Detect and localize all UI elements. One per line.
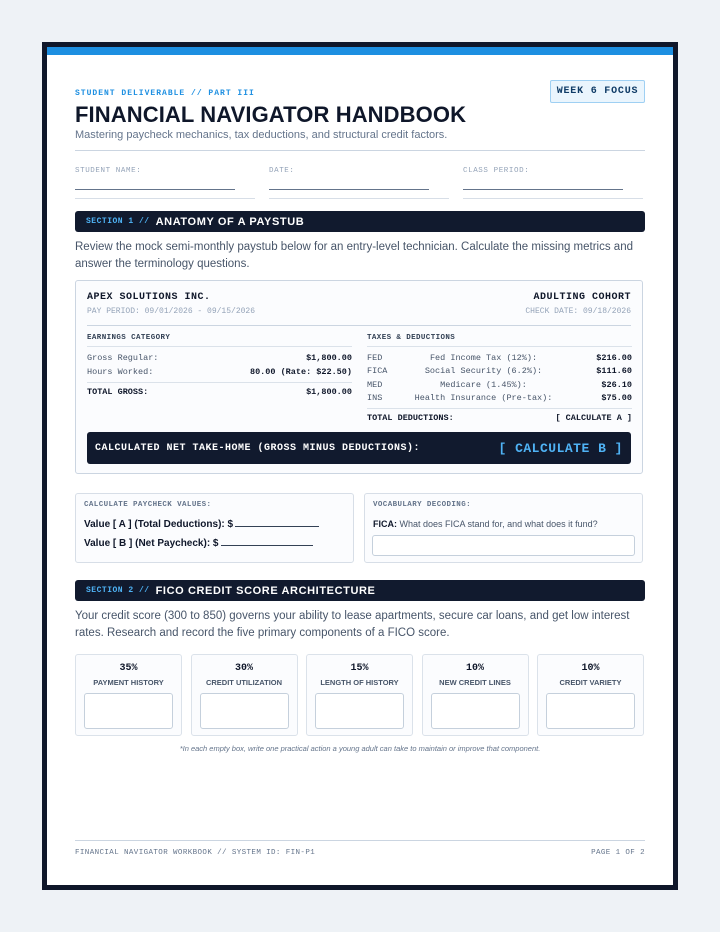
deductions-column: [367, 334, 632, 425]
net-pay-label: CALCULATED NET TAKE-HOME (GROSS MINUS DEDUCTIONS):: [95, 442, 421, 454]
earnings-header: EARNINGS CATEGORY: [87, 334, 171, 342]
accent-bar: [47, 47, 673, 55]
total-deductions-row: [367, 411, 632, 425]
deduction-row: FED Fed Income Tax (12%): $216.00: [367, 352, 632, 363]
credit-factor-card: 15% LENGTH OF HISTORY: [306, 654, 413, 736]
credit-note: *In each empty box, write one practical action a young adult can take to maintain or improve that component.: [179, 744, 541, 753]
kicker-label: STUDENT DELIVERABLE // PART III: [75, 89, 255, 98]
footer-divider: [75, 840, 645, 841]
fica-question: FICA: What does FICA stand for, and what does it fund?: [373, 519, 598, 529]
student-name-label: STUDENT NAME:: [75, 167, 142, 175]
page-subtitle: Mastering paycheck mechanics, tax deductions, and structural credit factors.: [75, 129, 448, 141]
section-2-intro: Your credit score (300 to 850) governs your ability to lease apartments, secure car loans, and get low interest rates. Research and record the five primary components of a FICO score.: [75, 610, 630, 639]
calculate-box: [75, 493, 354, 563]
section-2-number: SECTION 2 //: [86, 586, 150, 595]
value-b-line[interactable]: Value [ B ] (Net Paycheck): $: [84, 538, 313, 549]
earnings-row: Hours Worked: 80.00 (Rate: $22.50): [87, 367, 352, 377]
net-pay-bar: [87, 432, 631, 464]
worksheet-frame: [42, 42, 678, 890]
credit-answer-box[interactable]: [546, 693, 635, 729]
earnings-column: [87, 334, 352, 399]
page-title: FINANCIAL NAVIGATOR HANDBOOK: [75, 102, 467, 127]
calculate-header: CALCULATE PAYCHECK VALUES:: [84, 501, 212, 509]
credit-answer-box[interactable]: [431, 693, 520, 729]
credit-factor-card: 35% PAYMENT HISTORY: [75, 654, 182, 736]
footer-left: FINANCIAL NAVIGATOR WORKBOOK // SYSTEM ID: FIN-P1: [75, 849, 316, 857]
credit-factor-card: 30% CREDIT UTILIZATION: [191, 654, 298, 736]
credit-answer-box[interactable]: [200, 693, 289, 729]
earnings-row: Gross Regular: $1,800.00: [87, 353, 352, 363]
total-gross-value: $1,800.00: [306, 387, 352, 397]
company-name: APEX SOLUTIONS INC.: [87, 292, 211, 303]
date-line[interactable]: [269, 189, 429, 190]
total-gross-row: [87, 385, 352, 399]
deduction-row: INS Health Insurance (Pre-tax): $75.00: [367, 393, 632, 404]
student-name-line[interactable]: [75, 189, 235, 190]
total-deductions-value: [ CALCULATE A ]: [555, 413, 632, 423]
student-name-field[interactable]: [75, 167, 255, 199]
vocabulary-box: [364, 493, 643, 563]
class-period-label: CLASS PERIOD:: [463, 167, 530, 175]
fica-answer-box[interactable]: [372, 535, 635, 556]
credit-answer-box[interactable]: [315, 693, 404, 729]
class-period-line[interactable]: [463, 189, 623, 190]
date-field[interactable]: [269, 167, 449, 199]
total-deductions-label: TOTAL DEDUCTIONS:: [367, 413, 454, 423]
credit-factor-card: 10% CREDIT VARIETY: [537, 654, 644, 736]
credit-answer-box[interactable]: [84, 693, 173, 729]
section-1-header: [75, 211, 645, 232]
check-date: CHECK DATE: 09/18/2026: [525, 307, 631, 316]
class-period-field[interactable]: [463, 167, 643, 199]
section-1-title: ANATOMY OF A PAYSTUB: [155, 215, 305, 228]
paystub: [75, 280, 643, 474]
credit-factor-card: 10% NEW CREDIT LINES: [422, 654, 529, 736]
value-a-line[interactable]: Value [ A ] (Total Deductions): $: [84, 519, 319, 530]
taxes-header: TAXES & DEDUCTIONS: [367, 334, 456, 342]
deduction-row: MED Medicare (1.45%): $26.10: [367, 379, 632, 390]
date-label: DATE:: [269, 167, 295, 175]
section-1-number: SECTION 1 //: [86, 217, 150, 226]
deduction-row: FICA Social Security (6.2%): $111.60: [367, 366, 632, 377]
section-2-title: FICO CREDIT SCORE ARCHITECTURE: [155, 584, 376, 597]
net-pay-value: [ CALCULATE B ]: [498, 440, 623, 456]
worksheet-page: [47, 47, 673, 885]
week-badge: WEEK 6 FOCUS: [550, 80, 645, 103]
section-1-intro: Review the mock semi-monthly paystub below for an entry-level technician. Calculate the missing metrics and answer the terminology questions.: [75, 241, 633, 270]
header-divider: [75, 150, 645, 151]
total-gross-label: TOTAL GROSS:: [87, 387, 149, 397]
section-2-header: [75, 580, 645, 601]
vocabulary-header: VOCABULARY DECODING:: [373, 501, 472, 509]
pay-period: PAY PERIOD: 09/01/2026 - 09/15/2026: [87, 307, 256, 316]
cohort-name: ADULTING COHORT: [533, 292, 631, 303]
footer-page-number: PAGE 1 OF 2: [591, 849, 645, 857]
